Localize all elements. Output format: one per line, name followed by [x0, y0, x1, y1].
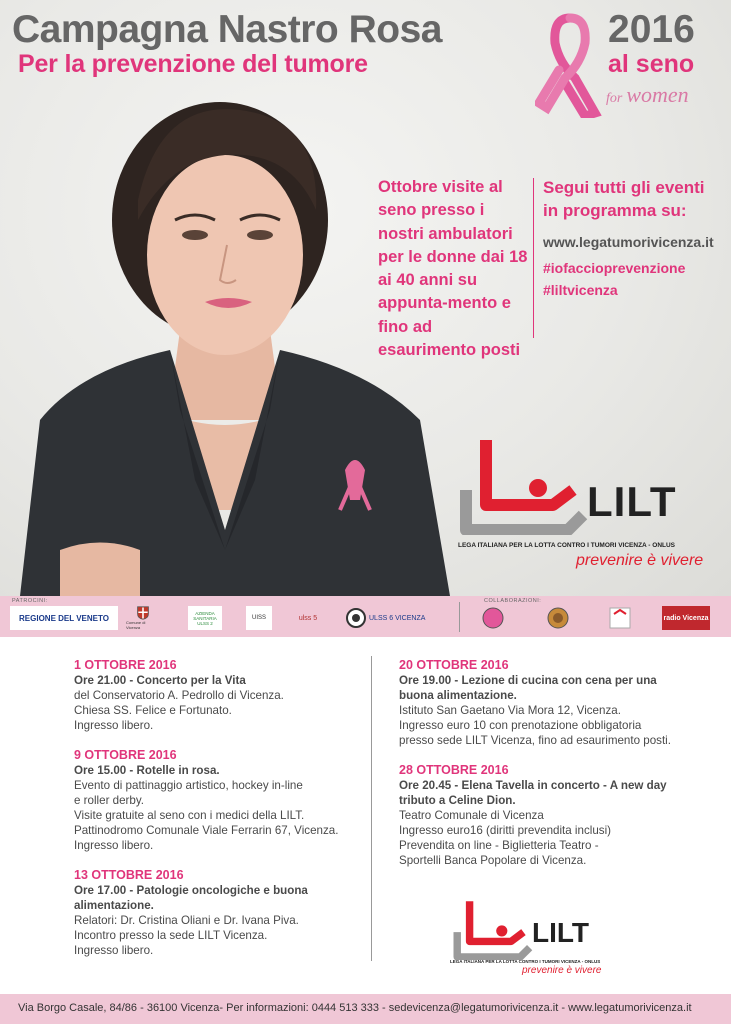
- women-label: women: [626, 82, 689, 107]
- collaborazioni-caption: COLLABORAZIONI:: [484, 598, 542, 604]
- regione-veneto-logo: REGIONE DEL VENETO: [10, 606, 118, 630]
- event-date: 20 OTTOBRE 2016: [399, 658, 509, 672]
- sponsors-band: [0, 596, 731, 637]
- event-title: Ore 19.00 - Lezione di cucina con cena per una buona alimentazione.: [399, 674, 657, 702]
- collaboration-logo-2-icon: [546, 606, 570, 630]
- azienda-sanitaria-logo: AZIENDA SANITARIA ULSS 2: [188, 606, 222, 630]
- event-line: Ingresso libero.: [74, 944, 154, 957]
- collaboration-logo-1-icon: [482, 606, 504, 630]
- follow-heading: Segui tutti gli eventi in programma su:: [543, 178, 705, 220]
- campaign-year: 2016: [608, 8, 695, 51]
- ulss5-logo: ulss 5: [298, 614, 318, 622]
- event-line: Teatro Comunale di Vicenza: [399, 809, 544, 822]
- event-line: Relatori: Dr. Cristina Oliani e Dr. Ivana Piva.: [74, 914, 299, 927]
- campaign-title: Campagna Nastro Rosa: [12, 8, 442, 51]
- event-line: Ingresso euro16 (diritti prevendita inclusi): [399, 824, 612, 837]
- event-date: 9 OTTOBRE 2016: [74, 748, 177, 762]
- event-line: Istituto San Gaetano Via Mora 12, Vicenza.: [399, 704, 621, 717]
- website-link[interactable]: www.legatumorivicenza.it: [543, 234, 714, 250]
- lilt-emblem-small-icon: [450, 895, 535, 960]
- patrocini-caption: PATROCINI:: [12, 598, 48, 604]
- event-date: 13 OTTOBRE 2016: [74, 868, 184, 882]
- uiss-logo: UISS: [246, 606, 272, 630]
- column-divider: [371, 656, 372, 961]
- lilt-name-small: LILT: [532, 917, 590, 948]
- event-line: Pattinodromo Comunale Viale Ferrarin 67, Vicenza.: [74, 824, 339, 837]
- info-divider: [533, 178, 534, 338]
- event-2: [74, 748, 364, 853]
- radio-vicenza-logo: radio Vicenza: [662, 606, 710, 630]
- footer-band: [0, 994, 731, 1024]
- footer-contact: Via Borgo Casale, 84/86 - 36100 Vicenza- Per informazioni: 0444 513 333 - sedevicenza@legatumorivicenza.it - www.legatumorivicenza.it: [18, 1002, 692, 1014]
- pink-ribbon-icon: [535, 8, 605, 118]
- lilt-name: LILT: [587, 478, 677, 525]
- event-3: [74, 868, 334, 958]
- ulss6-label: ULSS 6 VICENZA: [369, 614, 426, 622]
- sponsors-divider: [459, 602, 460, 632]
- event-title: Ore 17.00 - Patologie oncologiche e buona alimentazione.: [74, 884, 308, 912]
- lilt-motto: prevenire è vivere: [576, 552, 704, 569]
- visits-info: Ottobre visite al seno presso i nostri ambulatori per le donne dai 18 ai 40 anni su appunta-mento e fino ad esaurimento posti: [378, 178, 528, 360]
- event-title: Ore 15.00 - Rotelle in rosa.: [74, 764, 220, 777]
- event-title: Ore 20.45 - Elena Tavella in concerto - A new day tributo a Celine Dion.: [399, 779, 667, 807]
- event-5: [399, 763, 689, 868]
- event-line: Visite gratuite al seno con i medici della LILT.: [74, 809, 305, 822]
- follow-info: [543, 176, 723, 298]
- event-line: Ingresso euro 10 con prenotazione obbligatoria: [399, 719, 642, 732]
- hashtag-lilt[interactable]: #liltvicenza: [543, 282, 618, 298]
- collaboration-logo-3-icon: [608, 606, 632, 630]
- comune-vicenza-logo: [126, 606, 160, 630]
- event-line: Ingresso libero.: [74, 719, 154, 732]
- event-line: Sportelli Banca Popolare di Vicenza.: [399, 854, 587, 867]
- lilt-full-name: LEGA ITALIANA PER LA LOTTA CONTRO I TUMORI VICENZA - ONLUS: [458, 542, 676, 549]
- event-line: Ingresso libero.: [74, 839, 154, 852]
- campaign-subtitle-end: al seno: [608, 50, 695, 78]
- event-4: [399, 658, 689, 748]
- event-line: presso sede LILT Vicenza, fino ad esaurimento posti.: [399, 734, 671, 747]
- hashtag-prevention[interactable]: #iofaccioprevenzione: [543, 260, 686, 276]
- lilt-motto-small: prevenire è vivere: [522, 965, 602, 976]
- ulss6-logo: [346, 606, 430, 630]
- lilt-logo-large: [458, 430, 704, 569]
- comune-label: Comune di Vicenza: [126, 620, 146, 630]
- lilt-logo-small: [450, 895, 602, 976]
- lilt-emblem-icon: [458, 430, 588, 535]
- event-line: Incontro presso la sede LILT Vicenza.: [74, 929, 268, 942]
- event-line: e roller derby.: [74, 794, 145, 807]
- event-date: 28 OTTOBRE 2016: [399, 763, 509, 777]
- for-women-logo: [606, 82, 689, 108]
- event-line: Evento di pattinaggio artistico, hockey in-line: [74, 779, 303, 792]
- event-line: Prevendita on line - Biglietteria Teatro -: [399, 839, 599, 852]
- event-line: del Conservatorio A. Pedrollo di Vicenza.: [74, 689, 284, 702]
- campaign-subtitle: Per la prevenzione del tumore: [18, 50, 368, 78]
- coat-of-arms-icon: [135, 606, 151, 620]
- event-date: 1 OTTOBRE 2016: [74, 658, 177, 672]
- event-1: [74, 658, 364, 733]
- event-line: Chiesa SS. Felice e Fortunato.: [74, 704, 232, 717]
- for-label: for: [606, 91, 623, 106]
- event-title: Ore 21.00 - Concerto per la Vita: [74, 674, 246, 687]
- ulss6-emblem-icon: [346, 608, 366, 628]
- lilt-full-name-small: LEGA ITALIANA PER LA LOTTA CONTRO I TUMORI VICENZA - ONLUS: [450, 959, 601, 964]
